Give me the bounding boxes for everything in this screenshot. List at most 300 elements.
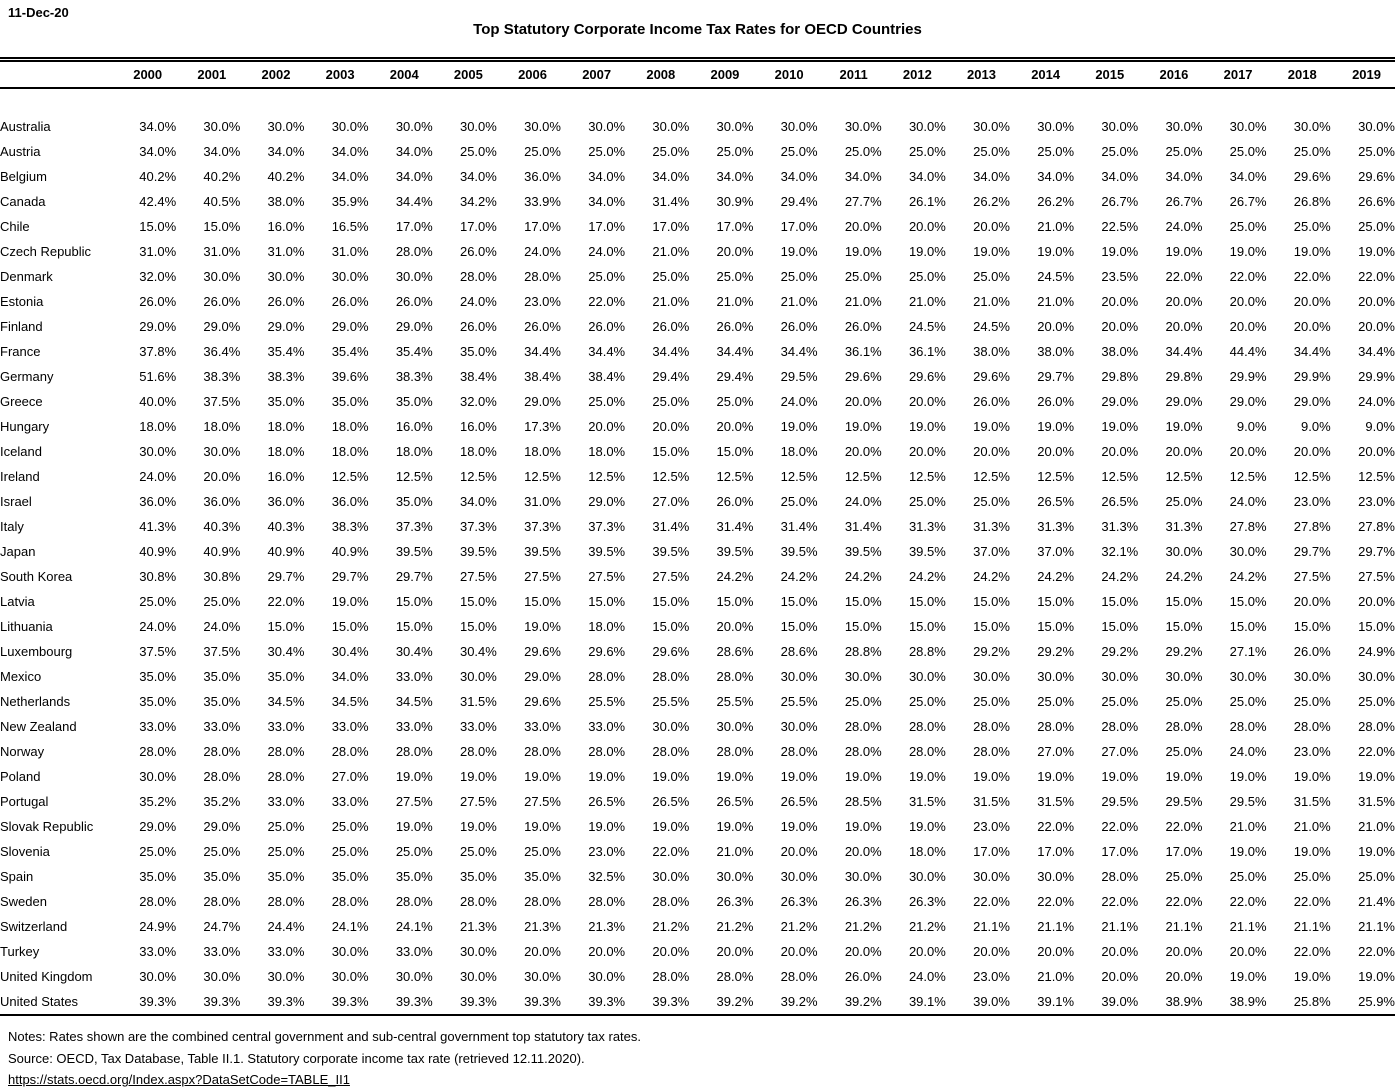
- rate-cell: 39.5%: [588, 544, 626, 559]
- rate-cell: 25.0%: [267, 844, 305, 859]
- rate-cell: 39.3%: [267, 994, 305, 1009]
- rate-cell: 20.0%: [588, 944, 626, 959]
- rate-cell: 15.0%: [459, 594, 497, 609]
- rate-cell: 25.0%: [652, 269, 690, 284]
- rate-cell: 27.5%: [524, 569, 561, 584]
- rate-cell: 40.3%: [203, 519, 241, 534]
- rate-cell: 12.5%: [1229, 469, 1267, 484]
- rate-cell: 20.0%: [1101, 944, 1139, 959]
- rate-cell: 15.0%: [1229, 619, 1267, 634]
- rate-cell: 17.0%: [1101, 844, 1139, 859]
- rate-cell: 12.5%: [1101, 469, 1139, 484]
- rate-cell: 39.3%: [459, 994, 497, 1009]
- rate-cell: 18.0%: [331, 444, 369, 459]
- rate-cell: 29.6%: [908, 369, 946, 384]
- rate-cell: 20.0%: [1165, 444, 1203, 459]
- rate-cell: 28.0%: [1165, 719, 1203, 734]
- rate-cell: 25.0%: [1293, 219, 1331, 234]
- rate-cell: 21.0%: [1037, 969, 1075, 984]
- rate-cell: 38.4%: [524, 369, 561, 384]
- rate-cell: 19.0%: [1229, 769, 1267, 784]
- rate-cell: 19.0%: [844, 769, 882, 784]
- rate-cell: 33.0%: [588, 719, 626, 734]
- rate-cell: 38.3%: [395, 369, 433, 384]
- rate-cell: 24.0%: [203, 619, 241, 634]
- rate-cell: 15.0%: [716, 594, 754, 609]
- rate-cell: 19.0%: [1229, 244, 1267, 259]
- rate-cell: 29.0%: [331, 319, 369, 334]
- rate-cell: 28.0%: [588, 744, 626, 759]
- rate-cell: 28.0%: [331, 894, 369, 909]
- rate-cell: 30.0%: [1229, 669, 1267, 684]
- rate-cell: 25.0%: [1358, 219, 1395, 234]
- country-label: Greece: [0, 394, 43, 409]
- rate-cell: 35.0%: [395, 394, 433, 409]
- rate-cell: 38.0%: [1037, 344, 1075, 359]
- rate-cell: 23.5%: [1101, 269, 1139, 284]
- rate-cell: 29.7%: [1293, 544, 1331, 559]
- rate-cell: 38.0%: [973, 344, 1010, 359]
- rate-cell: 12.5%: [973, 469, 1010, 484]
- rate-cell: 17.0%: [1165, 844, 1203, 859]
- rate-cell: 20.0%: [1293, 294, 1331, 309]
- rate-cell: 24.0%: [139, 469, 177, 484]
- country-label: Lithuania: [0, 619, 53, 634]
- rate-cell: 26.0%: [716, 319, 754, 334]
- rate-cell: 21.0%: [1358, 819, 1395, 834]
- table-row: [0, 914, 1395, 939]
- rate-cell: 28.0%: [459, 894, 497, 909]
- rate-cell: 18.0%: [267, 419, 305, 434]
- rate-cell: 15.0%: [203, 219, 241, 234]
- rate-cell: 23.0%: [524, 294, 561, 309]
- rate-cell: 26.0%: [524, 319, 561, 334]
- country-label: France: [0, 344, 41, 359]
- rate-cell: 25.0%: [844, 694, 882, 709]
- rate-cell: 19.0%: [908, 244, 946, 259]
- notes-line: Notes: Rates shown are the combined central government and sub-central government top statutory tax rates.: [8, 1029, 642, 1044]
- rate-cell: 21.3%: [459, 919, 497, 934]
- rate-cell: 20.0%: [1101, 444, 1139, 459]
- rate-cell: 12.5%: [1293, 469, 1331, 484]
- rate-cell: 25.0%: [1165, 694, 1203, 709]
- rate-cell: 19.0%: [652, 769, 690, 784]
- rate-cell: 39.0%: [973, 994, 1010, 1009]
- rate-cell: 25.0%: [1165, 494, 1203, 509]
- rate-cell: 18.0%: [331, 419, 369, 434]
- rate-cell: 28.0%: [973, 719, 1010, 734]
- rate-cell: 25.0%: [203, 844, 241, 859]
- rate-cell: 35.0%: [331, 394, 369, 409]
- rate-cell: 39.3%: [524, 994, 561, 1009]
- rate-cell: 28.0%: [395, 744, 433, 759]
- rate-cell: 20.0%: [780, 944, 818, 959]
- rate-cell: 26.1%: [908, 194, 946, 209]
- table-row: [0, 989, 1395, 1015]
- rate-cell: 26.6%: [1358, 194, 1395, 209]
- rate-cell: 12.5%: [459, 469, 497, 484]
- rate-cell: 15.0%: [1293, 619, 1331, 634]
- rate-cell: 25.5%: [716, 694, 754, 709]
- rate-cell: 39.2%: [780, 994, 818, 1009]
- rate-cell: 22.0%: [1229, 269, 1267, 284]
- rate-cell: 29.9%: [1293, 369, 1331, 384]
- rate-cell: 28.0%: [1101, 869, 1139, 884]
- rate-cell: 30.0%: [1358, 669, 1395, 684]
- rate-cell: 24.2%: [1229, 569, 1267, 584]
- rate-cell: 27.0%: [652, 494, 690, 509]
- rate-cell: 35.0%: [203, 869, 241, 884]
- rate-cell: 34.0%: [908, 169, 946, 184]
- year-header-2016: 2016: [1159, 67, 1189, 82]
- rate-cell: 16.0%: [395, 419, 433, 434]
- rate-cell: 19.0%: [1037, 769, 1075, 784]
- rate-cell: 24.2%: [1165, 569, 1203, 584]
- rate-cell: 25.0%: [844, 144, 882, 159]
- rate-cell: 29.5%: [1165, 794, 1203, 809]
- country-label: United Kingdom: [0, 969, 93, 984]
- rate-cell: 26.0%: [844, 319, 882, 334]
- rate-cell: 29.0%: [267, 319, 305, 334]
- rate-cell: 29.0%: [1101, 394, 1139, 409]
- rate-cell: 39.5%: [652, 544, 690, 559]
- rate-cell: 12.5%: [395, 469, 433, 484]
- rate-cell: 21.2%: [780, 919, 818, 934]
- rate-cell: 34.0%: [588, 169, 626, 184]
- rate-cell: 25.5%: [588, 694, 626, 709]
- rate-cell: 21.1%: [1101, 919, 1139, 934]
- rate-cell: 17.0%: [652, 219, 690, 234]
- rate-cell: 28.6%: [716, 644, 754, 659]
- table-row: [0, 339, 1395, 364]
- rate-cell: 28.8%: [844, 644, 882, 659]
- rate-cell: 12.5%: [588, 469, 626, 484]
- rate-cell: 26.0%: [139, 294, 177, 309]
- rate-cell: 34.0%: [1229, 169, 1267, 184]
- rate-cell: 32.5%: [588, 869, 626, 884]
- table-row: [0, 139, 1395, 164]
- rate-cell: 15.0%: [459, 619, 497, 634]
- rate-cell: 18.0%: [139, 419, 177, 434]
- rate-cell: 19.0%: [588, 819, 626, 834]
- rate-cell: 24.9%: [139, 919, 177, 934]
- country-label: Israel: [0, 494, 32, 509]
- rate-cell: 39.5%: [524, 544, 561, 559]
- table-row: [0, 664, 1395, 689]
- rate-cell: 26.3%: [908, 894, 946, 909]
- rate-cell: 30.0%: [267, 119, 305, 134]
- rate-cell: 30.4%: [267, 644, 305, 659]
- rate-cell: 34.0%: [459, 494, 497, 509]
- table-row: [0, 189, 1395, 214]
- rate-cell: 33.0%: [459, 719, 497, 734]
- rate-cell: 28.0%: [331, 744, 369, 759]
- rate-cell: 35.0%: [331, 869, 369, 884]
- rate-cell: 34.0%: [139, 119, 177, 134]
- rate-cell: 33.0%: [267, 719, 305, 734]
- rate-cell: 39.5%: [459, 544, 497, 559]
- rate-cell: 26.5%: [652, 794, 690, 809]
- year-header-2015: 2015: [1095, 67, 1125, 82]
- rate-cell: 29.0%: [139, 819, 177, 834]
- rate-cell: 34.4%: [1358, 344, 1395, 359]
- rate-cell: 26.3%: [780, 894, 818, 909]
- rate-cell: 29.5%: [1229, 794, 1267, 809]
- rate-cell: 30.4%: [331, 644, 369, 659]
- rate-cell: 44.4%: [1229, 344, 1267, 359]
- rate-cell: 29.6%: [973, 369, 1010, 384]
- country-label: Estonia: [0, 294, 44, 309]
- rate-cell: 25.0%: [908, 494, 946, 509]
- country-label: Poland: [0, 769, 41, 784]
- rate-cell: 37.5%: [139, 644, 177, 659]
- rate-cell: 25.8%: [1293, 994, 1331, 1009]
- rate-cell: 28.0%: [524, 744, 561, 759]
- rate-cell: 33.0%: [203, 719, 241, 734]
- rate-cell: 20.0%: [652, 419, 690, 434]
- rate-cell: 19.0%: [780, 244, 818, 259]
- rate-cell: 22.0%: [1293, 944, 1331, 959]
- rate-cell: 12.5%: [780, 469, 818, 484]
- country-label: Turkey: [0, 944, 40, 959]
- rate-cell: 28.0%: [524, 269, 561, 284]
- rate-cell: 35.0%: [267, 669, 305, 684]
- rate-cell: 30.0%: [1101, 119, 1139, 134]
- rate-cell: 23.0%: [1358, 494, 1395, 509]
- rate-cell: 37.0%: [1037, 544, 1075, 559]
- rate-cell: 30.0%: [716, 869, 754, 884]
- rate-cell: 29.6%: [652, 644, 690, 659]
- rate-cell: 22.0%: [1165, 894, 1203, 909]
- rate-cell: 25.0%: [716, 394, 754, 409]
- rate-cell: 30.0%: [139, 769, 177, 784]
- rate-cell: 21.1%: [1165, 919, 1203, 934]
- country-label: Portugal: [0, 794, 49, 809]
- rate-cell: 39.3%: [331, 994, 369, 1009]
- rate-cell: 30.0%: [1037, 669, 1075, 684]
- rate-cell: 26.7%: [1229, 194, 1267, 209]
- rate-cell: 27.5%: [588, 569, 626, 584]
- rate-cell: 20.0%: [973, 944, 1010, 959]
- rate-cell: 15.0%: [652, 594, 690, 609]
- table-row: [0, 964, 1395, 989]
- country-label: Italy: [0, 519, 24, 534]
- rate-cell: 19.0%: [1101, 419, 1139, 434]
- rate-cell: 27.5%: [1293, 569, 1331, 584]
- rate-cell: 33.0%: [524, 719, 561, 734]
- rate-cell: 12.5%: [652, 469, 690, 484]
- rate-cell: 38.0%: [267, 194, 305, 209]
- rate-cell: 22.0%: [1037, 819, 1075, 834]
- rate-cell: 30.0%: [331, 944, 369, 959]
- rate-cell: 29.6%: [844, 369, 882, 384]
- rate-cell: 25.0%: [588, 394, 626, 409]
- rate-cell: 29.2%: [1165, 644, 1203, 659]
- corner-cell: [0, 60, 112, 89]
- table-row: [0, 164, 1395, 189]
- country-label: Netherlands: [0, 694, 71, 709]
- rate-cell: 27.8%: [1229, 519, 1267, 534]
- rate-cell: 25.0%: [1165, 869, 1203, 884]
- rate-cell: 30.0%: [459, 119, 497, 134]
- rate-cell: 24.0%: [1165, 219, 1203, 234]
- rate-cell: 20.0%: [1165, 969, 1203, 984]
- rate-cell: 25.0%: [331, 844, 369, 859]
- rate-cell: 18.0%: [267, 444, 305, 459]
- rate-cell: 15.0%: [1037, 619, 1075, 634]
- rate-cell: 29.6%: [524, 644, 561, 659]
- rate-cell: 25.0%: [780, 269, 818, 284]
- country-label: Austria: [0, 144, 41, 159]
- rate-cell: 30.0%: [844, 669, 882, 684]
- rate-cell: 34.4%: [395, 194, 433, 209]
- rate-cell: 28.0%: [908, 744, 946, 759]
- rate-cell: 31.5%: [908, 794, 946, 809]
- rate-cell: 20.0%: [1037, 944, 1075, 959]
- rate-cell: 21.2%: [716, 919, 754, 934]
- rate-cell: 25.0%: [652, 394, 690, 409]
- rate-cell: 20.0%: [973, 219, 1010, 234]
- table-row: [0, 564, 1395, 589]
- rate-cell: 19.0%: [1165, 419, 1203, 434]
- rate-cell: 36.1%: [844, 344, 882, 359]
- rate-cell: 16.0%: [267, 219, 305, 234]
- rate-cell: 19.0%: [395, 819, 433, 834]
- rate-cell: 15.0%: [139, 219, 177, 234]
- rate-cell: 29.6%: [588, 644, 626, 659]
- year-header-2018: 2018: [1287, 67, 1317, 82]
- rate-cell: 20.0%: [844, 944, 882, 959]
- table-row: [0, 589, 1395, 614]
- rate-cell: 28.0%: [844, 744, 882, 759]
- rate-cell: 29.0%: [524, 394, 561, 409]
- rate-cell: 35.2%: [139, 794, 177, 809]
- year-header-2019: 2019: [1352, 67, 1381, 82]
- rate-cell: 30.0%: [588, 119, 626, 134]
- rate-cell: 19.0%: [716, 819, 754, 834]
- rate-cell: 21.0%: [652, 244, 690, 259]
- rate-cell: 35.4%: [331, 344, 369, 359]
- rate-cell: 29.5%: [780, 369, 818, 384]
- rate-cell: 26.2%: [973, 194, 1010, 209]
- source-line: Source: OECD, Tax Database, Table II.1. Statutory corporate income tax rate (retrieved 12.11.2020).: [8, 1050, 585, 1066]
- table-row: [0, 714, 1395, 739]
- rate-cell: 22.0%: [1358, 944, 1395, 959]
- rate-cell: 25.0%: [203, 594, 241, 609]
- rate-cell: 38.3%: [203, 369, 241, 384]
- rate-cell: 19.0%: [973, 769, 1010, 784]
- rate-cell: 24.0%: [588, 244, 626, 259]
- year-header-2006: 2006: [518, 67, 547, 82]
- rate-cell: 25.0%: [331, 819, 369, 834]
- rate-cell: 19.0%: [1165, 244, 1203, 259]
- rate-cell: 20.0%: [908, 444, 946, 459]
- rate-cell: 27.5%: [395, 794, 433, 809]
- country-label: Finland: [0, 319, 43, 334]
- rate-cell: 26.0%: [652, 319, 690, 334]
- year-header-2014: 2014: [1031, 67, 1061, 82]
- year-header-2007: 2007: [582, 67, 612, 82]
- table-row: [0, 864, 1395, 889]
- rate-cell: 24.5%: [908, 319, 946, 334]
- rate-cell: 9.0%: [1236, 419, 1267, 434]
- rate-cell: 40.9%: [331, 544, 369, 559]
- table-row: [0, 639, 1395, 664]
- source-link[interactable]: https://stats.oecd.org/Index.aspx?DataSetCode=TABLE_II1: [8, 1072, 350, 1087]
- rate-cell: 17.0%: [588, 219, 626, 234]
- rate-cell: 19.0%: [1101, 244, 1139, 259]
- country-label: Slovenia: [0, 844, 50, 859]
- rate-cell: 19.0%: [1358, 244, 1395, 259]
- rate-cell: 20.0%: [1037, 319, 1075, 334]
- country-label: Latvia: [0, 594, 35, 609]
- rate-cell: 29.7%: [267, 569, 305, 584]
- rate-cell: 34.0%: [267, 144, 305, 159]
- rate-cell: 28.5%: [844, 794, 882, 809]
- rate-cell: 19.0%: [1037, 244, 1075, 259]
- rate-cell: 28.0%: [395, 244, 433, 259]
- rate-cell: 37.8%: [139, 344, 177, 359]
- rate-cell: 30.0%: [459, 669, 497, 684]
- rate-cell: 28.0%: [139, 894, 177, 909]
- rate-cell: 30.0%: [395, 269, 433, 284]
- page-title: Top Statutory Corporate Income Tax Rates for OECD Countries: [473, 21, 922, 38]
- rate-cell: 27.7%: [844, 194, 882, 209]
- rate-cell: 15.0%: [908, 594, 946, 609]
- rate-cell: 21.0%: [1229, 819, 1267, 834]
- rate-cell: 31.0%: [524, 494, 561, 509]
- rate-cell: 30.0%: [1229, 119, 1267, 134]
- rate-cell: 17.0%: [780, 219, 818, 234]
- rate-cell: 51.6%: [139, 369, 177, 384]
- rate-cell: 23.0%: [588, 844, 626, 859]
- year-header-2001: 2001: [197, 67, 227, 82]
- rate-cell: 25.0%: [844, 269, 882, 284]
- rate-cell: 26.0%: [1037, 394, 1075, 409]
- rate-cell: 34.0%: [716, 169, 754, 184]
- rate-cell: 35.0%: [524, 869, 561, 884]
- rate-cell: 19.0%: [908, 769, 946, 784]
- rate-cell: 39.0%: [1101, 994, 1139, 1009]
- rate-cell: 27.0%: [1101, 744, 1139, 759]
- rate-cell: 28.0%: [780, 969, 818, 984]
- rate-cell: 17.0%: [716, 219, 754, 234]
- year-header-2000: 2000: [133, 67, 163, 82]
- rate-cell: 28.0%: [652, 894, 690, 909]
- rate-cell: 31.5%: [1293, 794, 1331, 809]
- rate-cell: 19.0%: [973, 244, 1010, 259]
- rate-cell: 25.0%: [973, 694, 1010, 709]
- table-row: [0, 239, 1395, 264]
- rate-cell: 26.0%: [459, 319, 497, 334]
- rate-cell: 20.0%: [1101, 969, 1139, 984]
- rate-cell: 37.3%: [588, 519, 626, 534]
- table-row: [0, 839, 1395, 864]
- table-row: [0, 889, 1395, 914]
- rate-cell: 20.0%: [844, 844, 882, 859]
- rate-cell: 30.0%: [716, 719, 754, 734]
- rate-cell: 29.2%: [973, 644, 1010, 659]
- rate-cell: 25.0%: [524, 144, 561, 159]
- rate-cell: 21.3%: [524, 919, 561, 934]
- rate-cell: 15.0%: [524, 594, 561, 609]
- rate-cell: 35.0%: [395, 869, 433, 884]
- rate-cell: 26.5%: [588, 794, 626, 809]
- rate-cell: 26.7%: [1101, 194, 1139, 209]
- rate-cell: 30.0%: [1229, 544, 1267, 559]
- table-row: [0, 614, 1395, 639]
- rate-cell: 30.0%: [588, 969, 626, 984]
